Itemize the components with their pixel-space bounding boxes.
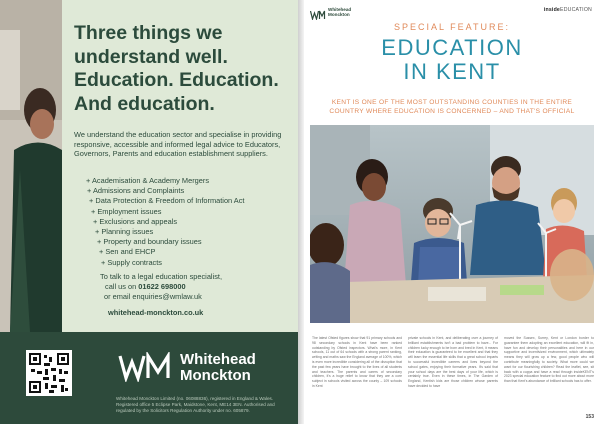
wm-logo-icon	[118, 352, 174, 382]
section-tag	[544, 7, 592, 13]
service-item: + Sen and EHCP	[99, 247, 156, 257]
service-item: + Data Protection & Freedom of Information Act	[89, 196, 245, 206]
classroom-photo	[310, 125, 594, 323]
contact-line: To talk to a legal education specialist,	[100, 272, 223, 281]
headline-line: Education. Education.	[74, 69, 279, 91]
section-tag-bold: inside	[543, 7, 561, 13]
service-item: + Exclusions and appeals	[93, 216, 178, 226]
advert-headline	[74, 22, 294, 116]
feature-page	[304, 0, 600, 424]
website-link[interactable]: whitehead-monckton.co.uk	[108, 308, 204, 317]
service-item: + Academisation & Academy Mergers	[86, 176, 210, 185]
whitehead-monckton-logo	[118, 351, 256, 387]
mini-logo-line: Monckton	[328, 12, 350, 17]
contact-block	[100, 272, 290, 302]
section-tag-rest: EDUCATION	[560, 7, 592, 13]
service-item: + Property and boundary issues	[97, 237, 202, 247]
qr-code[interactable]	[26, 350, 72, 396]
service-item: + Planning issues	[95, 227, 154, 237]
article-column: moved the Sussex, Surrey, Kent or London border to guarantee them adopting an excellent education, will fit in, have fun and develop their personalities and here in our supportive and incentivized environment, which ultimately means they will grow up a few, good people who will contribute meaningfully to society. What more could we want for our flourishing children? Read the leaflet, see, sit back with a cuppa and have a read through insideKENT's 2023 special education feature to find out more about more than that Kent's abundance of brilliant schools has to offer.	[504, 336, 594, 384]
student-photo	[0, 0, 62, 332]
legal-notice: Whitehead Monckton Limited (no. 06088836), registered in England & Wales. Registered office 5 Eclipse Park, Maidstone, Kent, ME14 3EN. Authorised and regulated by the Solicitors Regulation Authority under no. 605879.	[116, 396, 275, 413]
mini-logo-wordmark	[328, 7, 351, 17]
phone-number[interactable]: 01622 698000	[138, 282, 186, 291]
headline-line: Three things we	[74, 22, 223, 44]
headline-line: And education.	[74, 92, 215, 115]
contact-email-line[interactable]: or email enquiries@wmlaw.uk	[104, 292, 202, 301]
feature-title-line: EDUCATION	[381, 35, 523, 60]
feature-subtitle: KENT IS ONE OF THE MOST OUTSTANDING COUNTIES IN THE ENTIRE COUNTRY WHERE EDUCATION IS CONCERNED – AND THAT'S OFFICIAL	[329, 99, 575, 115]
wm-logo-icon	[310, 10, 326, 20]
advert-intro: We understand the education sector and specialise in providing responsive, accessible and informed legal advice to Educators, Governors, Parents and education establishment suppliers.	[74, 130, 282, 159]
service-item: + Admissions and Complaints	[87, 186, 185, 196]
logo-wordmark	[180, 352, 256, 384]
page-number: 153	[585, 414, 594, 420]
contact-phone-line	[100, 282, 290, 292]
mini-logo-line: Whitehead	[328, 7, 352, 12]
contact-phone-prefix: call us on	[105, 282, 139, 291]
special-feature-label: SPECIAL FEATURE:	[393, 22, 511, 32]
service-item: + Supply contracts	[101, 257, 163, 267]
logo-line: Whitehead	[180, 351, 256, 368]
feature-title	[304, 36, 600, 84]
article-column: private schools in Kent, and deliberating over a journey of brilliant establishments isn't a bad problem to have... For children lucky enough to be born and bred in Kent, it means their education is guaranteed to be excellent and that they will learn the essential life skills that a great school imparts to successful incredible careers and lives beyond the school gates, enjoying their formative years. It's said that your school days are the best days of your life, which is certainly true. Even in these times, in The Garden of England, Kentish kids are those children whose parents have decided to have	[408, 336, 498, 388]
logo-line: Monckton	[180, 367, 251, 384]
qr-code-icon	[29, 353, 69, 393]
feature-title-line: IN KENT	[403, 59, 501, 84]
article-column: The latest Ofsted figures show that 91 primary schools and 98 secondary schools in Kent have been ranked outstanding by Ofsted inspectors. What's more, in Kent schools, 11 out of 64 schools with a strong parent ranking, writing and maths saw the England average of 100%, which is even more incredible considering all of the disruption that the past few years have brought to the lives of all students and teachers. The parents and carers of secondary children, it's a huge relief to know that they are a core subject in schools visited across the county – 109 schools in Kent	[312, 336, 402, 388]
article-body	[312, 336, 594, 389]
service-item: + Employment issues	[91, 206, 162, 216]
services-list	[86, 176, 276, 268]
headline-line: understand well.	[74, 45, 228, 68]
whitehead-monckton-advert	[0, 0, 298, 424]
